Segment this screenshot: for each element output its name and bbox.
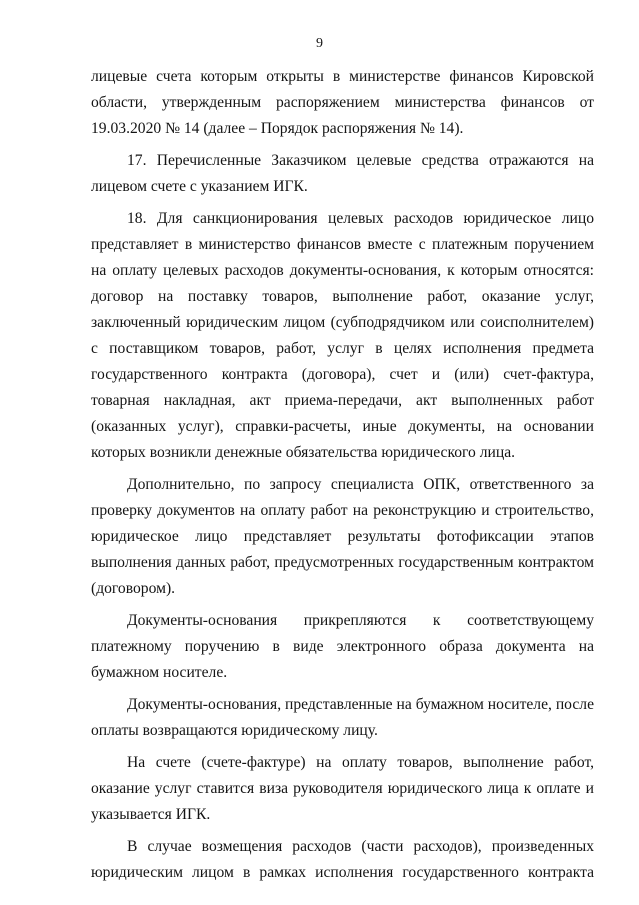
paragraph-invoice-visa: На счете (счете-фактуре) на оплату товаров, выполнение работ, оказание услуг ставится виза руководителя юридического лица к оплате и указывается ИГК. xyxy=(91,754,594,823)
paragraph-reimbursement: В случае возмещения расходов (части расходов), произведенных юридическим лицом в рамках исполнения государственного контракта xyxy=(91,838,594,881)
paragraph-additional-photo: Дополнительно, по запросу специалиста ОПК, ответственного за проверку документов на оплату работ на реконструкцию и строительство, юридическое лицо представляет результаты фотофиксации этапов выполнения данных работ, предусмотренных государственным контрактом (договором). xyxy=(91,476,594,597)
paragraph-documents-returned: Документы-основания, представленные на бумажном носителе, после оплаты возвращаются юридическому лицу. xyxy=(91,696,594,739)
page-number: 9 xyxy=(316,36,323,51)
paragraph-17: 17. Перечисленные Заказчиком целевые средства отражаются на лицевом счете с указанием ИГК. xyxy=(91,152,594,195)
paragraph-documents-attached: Документы-основания прикрепляются к соответствующему платежному поручению в виде электронного образа документа на бумажном носителе. xyxy=(91,612,594,681)
paragraph-continuation: лицевые счета которым открыты в министерстве финансов Кировской области, утвержденным распоряжением министерства финансов от 19.03.2020 № 14 (далее – Порядок распоряжения № 14). xyxy=(91,68,594,137)
document-body xyxy=(91,64,594,886)
paragraph-18: 18. Для санкционирования целевых расходов юридическое лицо представляет в министерство финансов вместе с платежным поручением на оплату целевых расходов документы-основания, к которым относятся: договор на поставку товаров, выполнение работ, оказание услуг, заключенный юридическим лицом (субподрядчиком или соисполнителем) с поставщиком товаров, работ, услуг в целях исполнения предмета государственного контракта (договора), счет и (или) счет-фактура, товарная накладная, акт приема-передачи, акт выполненных работ (оказанных услуг), справки-расчеты, иные документы, на основании которых возникли денежные обязательства юридического лица. xyxy=(91,210,594,461)
